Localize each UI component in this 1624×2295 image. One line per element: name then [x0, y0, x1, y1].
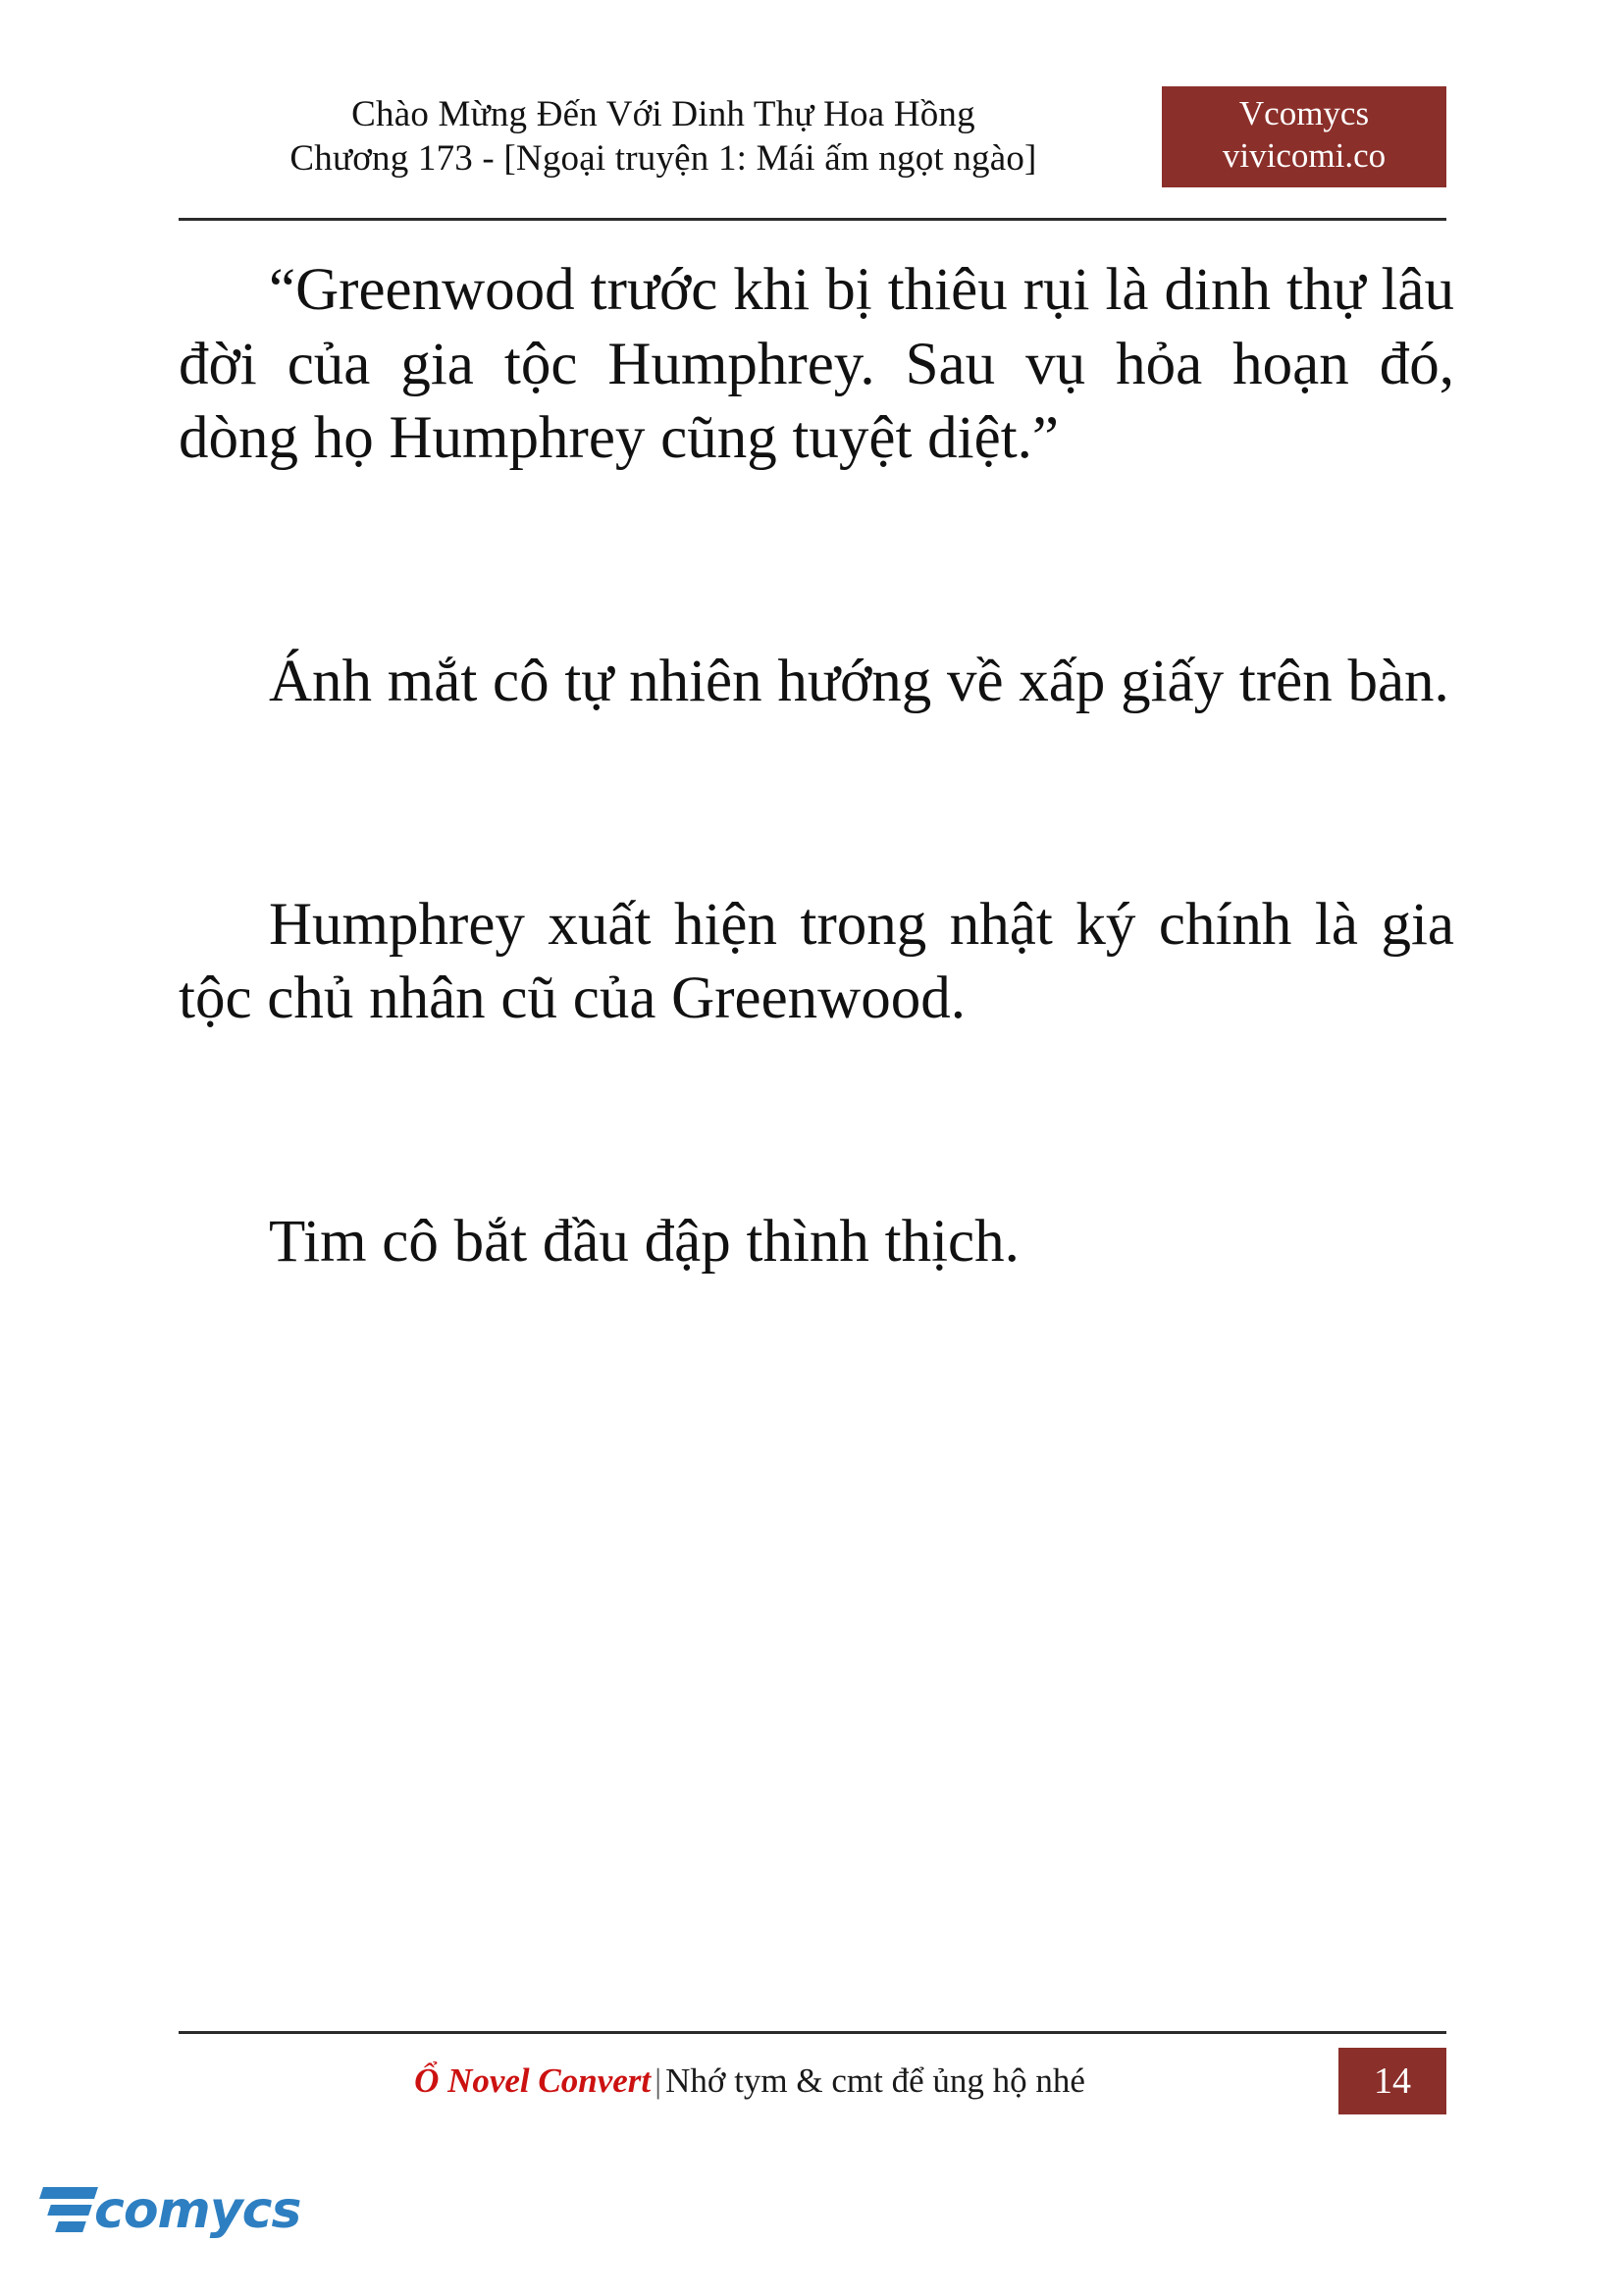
site-badge: [1162, 86, 1446, 187]
footer-divider: [179, 2031, 1446, 2034]
paragraph-spacer: [179, 570, 1454, 645]
page-footer: [179, 2031, 1446, 2114]
paragraph: Ánh mắt cô tự nhiên hướng về xấp giấy trên bàn.: [269, 648, 1449, 714]
footer-brand: Ổ Novel Convert: [414, 2061, 652, 2100]
paragraph: Humphrey xuất hiện trong nhật ký chính là gia tộc chủ nhân cũ của Greenwood.: [179, 891, 1454, 1032]
watermark-label: comycs: [94, 2181, 301, 2240]
footer-credit: [179, 2048, 1338, 2114]
header-titles: [179, 86, 1162, 187]
paragraph: “Greenwood trước khi bị thiêu rụi là dinh thự lâu đời của gia tộc Humphrey. Sau vụ hỏa hoạn đó, dòng họ Humphrey cũng tuyệt diệt.”: [179, 257, 1454, 472]
chapter-title: Chương 173 - [Ngoại truyện 1: Mái ấm ngọt ngào]: [289, 138, 1037, 180]
footer-separator: |: [655, 2061, 662, 2100]
paragraph-spacer: [179, 813, 1454, 888]
site-badge-name: Vcomycs: [1238, 94, 1370, 132]
footer-note: Nhớ tym & cmt để ủng hộ nhé: [665, 2061, 1085, 2100]
paragraph: Tim cô bắt đầu đập thình thịch.: [269, 1208, 1020, 1275]
header-inner: [179, 86, 1446, 187]
site-badge-url: vivicomi.co: [1222, 136, 1387, 176]
vcomycs-logo-icon: [39, 2185, 102, 2240]
watermark: [39, 2175, 301, 2260]
page-body: [179, 253, 1454, 1373]
paragraph-spacer: [179, 1130, 1454, 1205]
page-header: [0, 0, 1624, 228]
header-divider: [179, 218, 1446, 221]
footer-row: [179, 2048, 1446, 2114]
book-title: Chào Mừng Đến Với Dinh Thự Hoa Hồng: [351, 94, 975, 135]
page-number-badge: 14: [1338, 2048, 1446, 2114]
